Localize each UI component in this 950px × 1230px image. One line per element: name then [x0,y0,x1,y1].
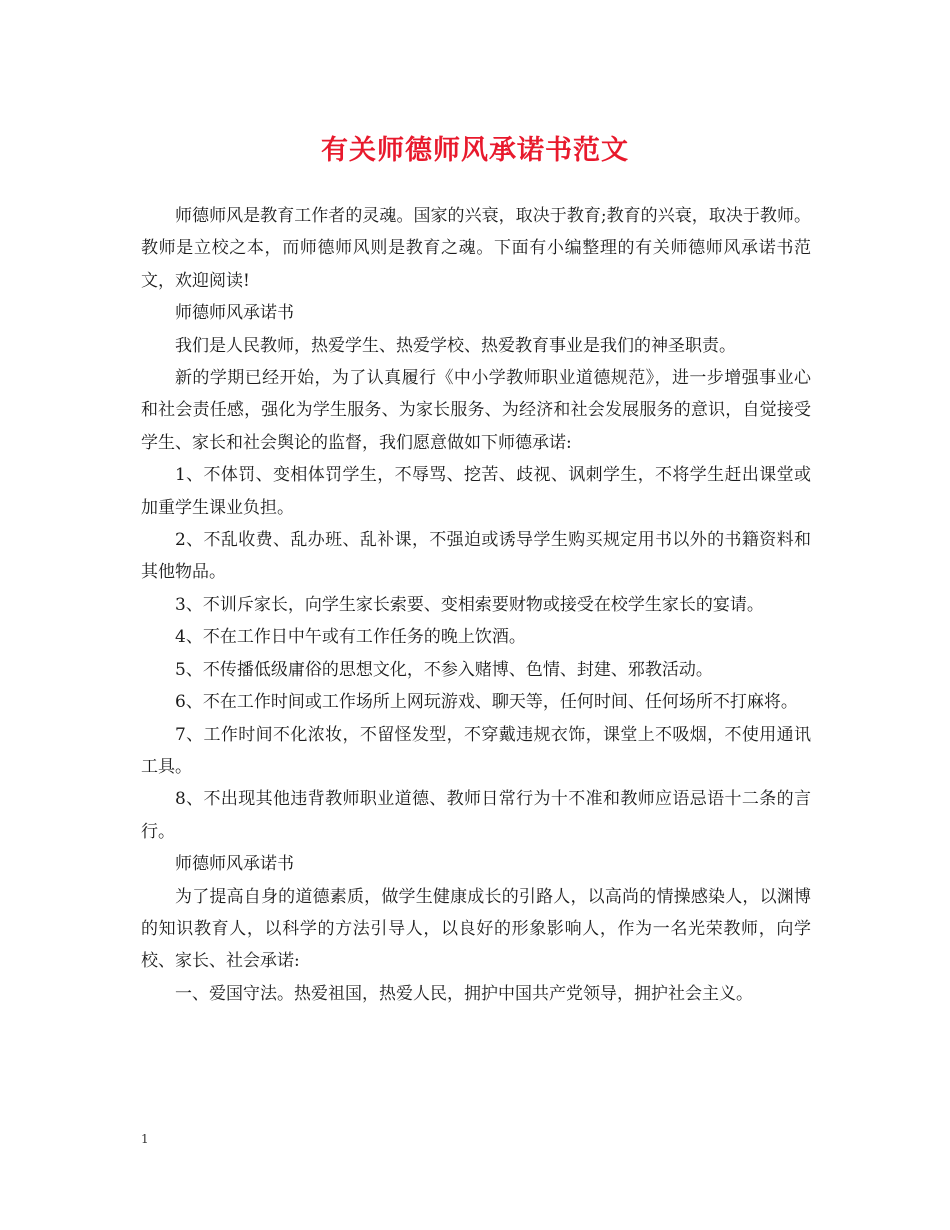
document-title: 有关师德师风承诺书范文 [321,135,629,166]
paragraph: 2、不乱收费、乱办班、乱补课，不强迫或诱导学生购买规定用书以外的书籍资料和其他物品。 [141,530,811,583]
paragraph: 师德师风是教育工作者的灵魂。国家的兴衰，取决于教育;教育的兴衰，取决于教师。 教师是立校之本，而师德师风则是教育之魂。下面有小编整理的有关师德师风承诺书范文，欢迎阅读! [141,206,811,291]
page-number: 1 [141,1132,149,1146]
paragraph: 新的学期已经开始，为了认真履行《中小学教师职业道德规范》，进一步增强事业心和社会责任感，强化为学生服务、为家长服务、为经济和社会发展服务的意识，自觉接受学生、家长和社会舆论的监督，我们愿意做如下师德承诺: [141,368,811,453]
document-body [141,200,811,1010]
paragraph: 1、不体罚、变相体罚学生，不辱骂、挖苦、歧视、讽刺学生，不将学生赶出课堂或加重学生课业负担。 [141,465,811,518]
paragraph: 我们是人民教师，热爱学生、热爱学校、热爱教育事业是我们的神圣职责。 [175,335,736,356]
paragraph: 师德师风承诺书 [175,854,294,875]
paragraph: 4、不在工作日中午或有工作任务的晚上饮酒。 [175,627,526,648]
paragraph: 7、工作时间不化浓妆，不留怪发型，不穿戴违规衣饰，课堂上不吸烟，不使用通讯工具。 [141,724,811,777]
paragraph: 师德师风承诺书 [175,303,294,324]
paragraph: 5、不传播低级庸俗的思想文化，不参入赌博、色情、封建、邪教活动。 [175,659,713,680]
paragraph: 3、不训斥家长，向学生家长索要、变相索要财物或接受在校学生家长的宴请。 [175,594,764,615]
paragraph: 一、爱国守法。热爱祖国，热爱人民，拥护中国共产党领导，拥护社会主义。 [175,983,753,1004]
paragraph: 6、不在工作时间或工作场所上网玩游戏、聊天等，任何时间、任何场所不打麻将。 [175,692,798,713]
paragraph: 8、不出现其他违背教师职业道德、教师日常行为十不准和教师应语忌语十二条的言行。 [141,789,811,842]
paragraph: 为了提高自身的道德素质，做学生健康成长的引路人，以高尚的情操感染人，以渊博的知识教育人，以科学的方法引导人，以良好的形象影响人，作为一名光荣教师，向学校、家长、社会承诺: [141,886,811,972]
